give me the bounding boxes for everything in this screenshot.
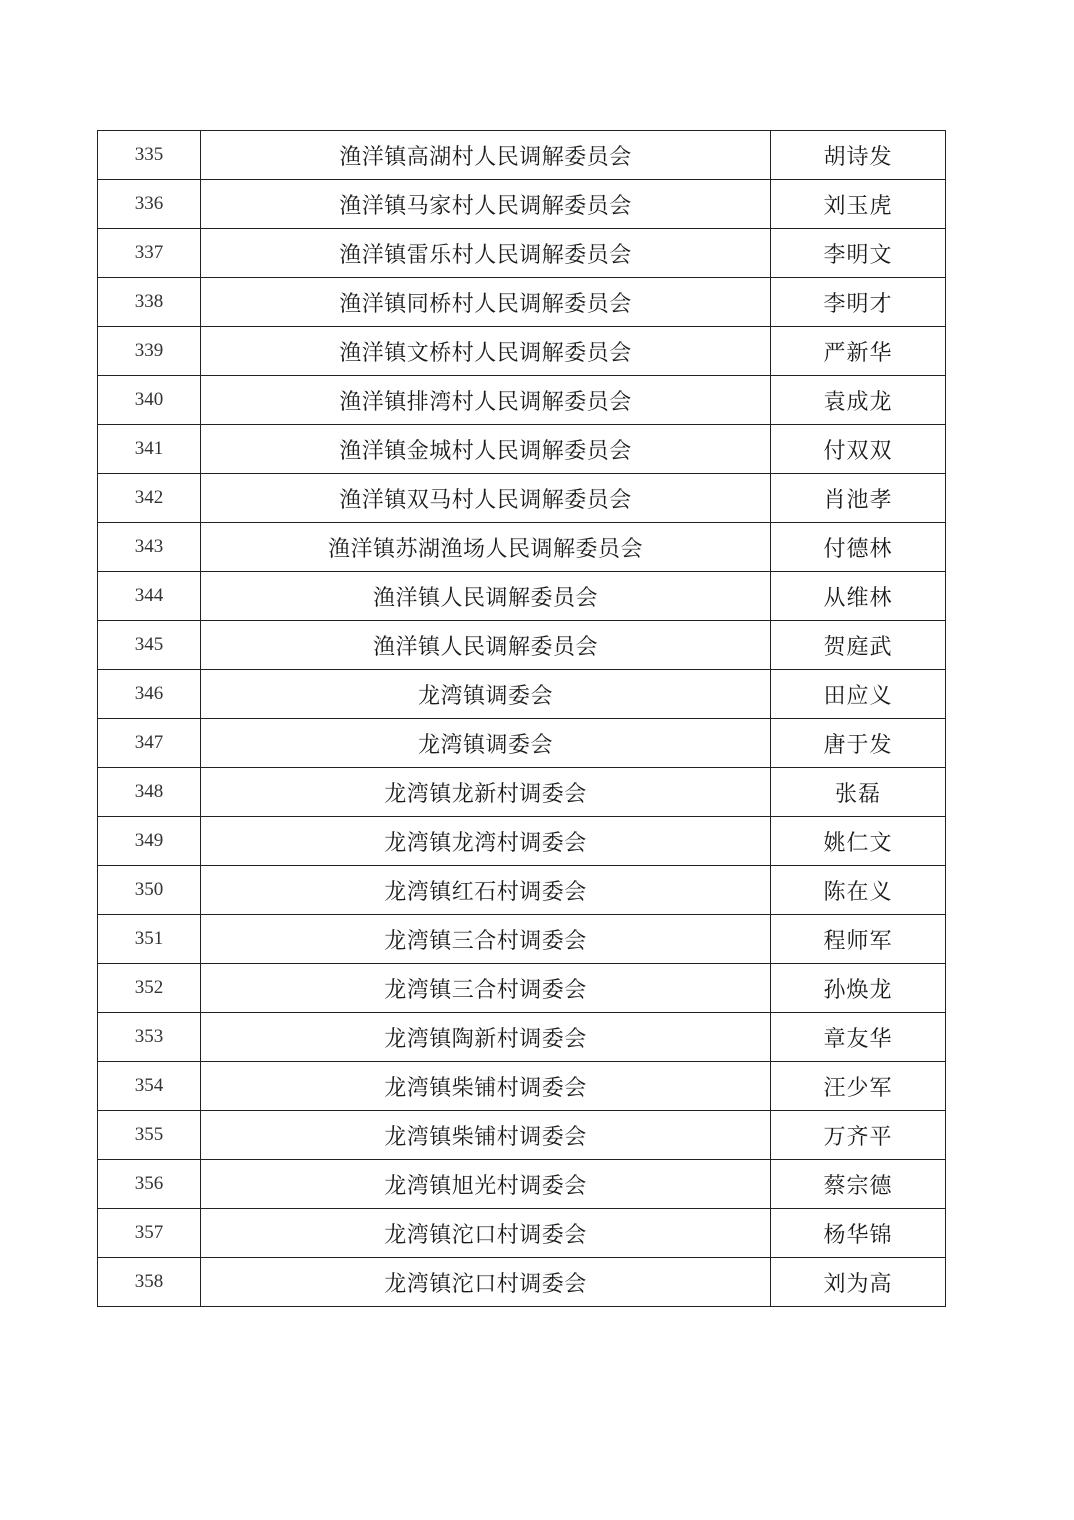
mediator-name: 付德林 bbox=[771, 523, 946, 572]
table-row bbox=[98, 425, 946, 474]
committee-name: 龙湾镇三合村调委会 bbox=[201, 964, 771, 1013]
table-row bbox=[98, 572, 946, 621]
table-row bbox=[98, 229, 946, 278]
row-number: 349 bbox=[98, 817, 201, 866]
committee-name: 渔洋镇人民调解委员会 bbox=[201, 621, 771, 670]
table-row bbox=[98, 964, 946, 1013]
table-row bbox=[98, 474, 946, 523]
row-number: 340 bbox=[98, 376, 201, 425]
committee-name: 渔洋镇文桥村人民调解委员会 bbox=[201, 327, 771, 376]
mediation-committee-table bbox=[97, 130, 946, 1307]
mediator-name: 程师军 bbox=[771, 915, 946, 964]
table-row bbox=[98, 915, 946, 964]
committee-name: 龙湾镇旭光村调委会 bbox=[201, 1160, 771, 1209]
table-row bbox=[98, 523, 946, 572]
row-number: 356 bbox=[98, 1160, 201, 1209]
table-row bbox=[98, 180, 946, 229]
committee-name: 渔洋镇马家村人民调解委员会 bbox=[201, 180, 771, 229]
mediator-name: 陈在义 bbox=[771, 866, 946, 915]
mediator-name: 孙焕龙 bbox=[771, 964, 946, 1013]
table-row bbox=[98, 621, 946, 670]
mediator-name: 张磊 bbox=[771, 768, 946, 817]
mediator-name: 杨华锦 bbox=[771, 1209, 946, 1258]
row-number: 343 bbox=[98, 523, 201, 572]
row-number: 341 bbox=[98, 425, 201, 474]
mediator-name: 汪少军 bbox=[771, 1062, 946, 1111]
mediator-name: 唐于发 bbox=[771, 719, 946, 768]
mediator-name: 刘玉虎 bbox=[771, 180, 946, 229]
table-body bbox=[98, 131, 946, 1307]
mediator-name: 章友华 bbox=[771, 1013, 946, 1062]
committee-name: 龙湾镇调委会 bbox=[201, 670, 771, 719]
mediator-name: 从维林 bbox=[771, 572, 946, 621]
row-number: 355 bbox=[98, 1111, 201, 1160]
committee-name: 龙湾镇沱口村调委会 bbox=[201, 1209, 771, 1258]
mediator-name: 袁成龙 bbox=[771, 376, 946, 425]
table-row bbox=[98, 1209, 946, 1258]
mediator-name: 胡诗发 bbox=[771, 131, 946, 180]
mediator-name: 李明才 bbox=[771, 278, 946, 327]
row-number: 354 bbox=[98, 1062, 201, 1111]
table-row bbox=[98, 670, 946, 719]
committee-name: 龙湾镇三合村调委会 bbox=[201, 915, 771, 964]
row-number: 342 bbox=[98, 474, 201, 523]
mediator-name: 肖池孝 bbox=[771, 474, 946, 523]
row-number: 336 bbox=[98, 180, 201, 229]
row-number: 337 bbox=[98, 229, 201, 278]
table-row bbox=[98, 278, 946, 327]
row-number: 346 bbox=[98, 670, 201, 719]
table-row bbox=[98, 1160, 946, 1209]
table-row bbox=[98, 866, 946, 915]
committee-name: 渔洋镇金城村人民调解委员会 bbox=[201, 425, 771, 474]
table-row bbox=[98, 376, 946, 425]
table-row bbox=[98, 1258, 946, 1307]
row-number: 345 bbox=[98, 621, 201, 670]
table-row bbox=[98, 817, 946, 866]
table-row bbox=[98, 1062, 946, 1111]
committee-name: 龙湾镇陶新村调委会 bbox=[201, 1013, 771, 1062]
row-number: 350 bbox=[98, 866, 201, 915]
mediator-name: 严新华 bbox=[771, 327, 946, 376]
row-number: 352 bbox=[98, 964, 201, 1013]
row-number: 338 bbox=[98, 278, 201, 327]
committee-name: 龙湾镇调委会 bbox=[201, 719, 771, 768]
row-number: 339 bbox=[98, 327, 201, 376]
mediator-name: 李明文 bbox=[771, 229, 946, 278]
row-number: 353 bbox=[98, 1013, 201, 1062]
committee-name: 渔洋镇排湾村人民调解委员会 bbox=[201, 376, 771, 425]
table-row bbox=[98, 1111, 946, 1160]
table-row bbox=[98, 131, 946, 180]
row-number: 335 bbox=[98, 131, 201, 180]
row-number: 344 bbox=[98, 572, 201, 621]
row-number: 347 bbox=[98, 719, 201, 768]
mediator-name: 蔡宗德 bbox=[771, 1160, 946, 1209]
committee-name: 渔洋镇雷乐村人民调解委员会 bbox=[201, 229, 771, 278]
committee-name: 渔洋镇高湖村人民调解委员会 bbox=[201, 131, 771, 180]
row-number: 351 bbox=[98, 915, 201, 964]
committee-name: 渔洋镇人民调解委员会 bbox=[201, 572, 771, 621]
mediator-name: 田应义 bbox=[771, 670, 946, 719]
mediator-name: 万齐平 bbox=[771, 1111, 946, 1160]
committee-name: 渔洋镇苏湖渔场人民调解委员会 bbox=[201, 523, 771, 572]
committee-name: 龙湾镇柴铺村调委会 bbox=[201, 1111, 771, 1160]
mediator-name: 刘为高 bbox=[771, 1258, 946, 1307]
row-number: 357 bbox=[98, 1209, 201, 1258]
mediator-name: 贺庭武 bbox=[771, 621, 946, 670]
mediator-name: 姚仁文 bbox=[771, 817, 946, 866]
table-row bbox=[98, 768, 946, 817]
committee-name: 龙湾镇龙新村调委会 bbox=[201, 768, 771, 817]
committee-name: 龙湾镇沱口村调委会 bbox=[201, 1258, 771, 1307]
committee-name: 龙湾镇红石村调委会 bbox=[201, 866, 771, 915]
row-number: 348 bbox=[98, 768, 201, 817]
table-row bbox=[98, 327, 946, 376]
committee-name: 龙湾镇龙湾村调委会 bbox=[201, 817, 771, 866]
table-row bbox=[98, 719, 946, 768]
committee-name: 龙湾镇柴铺村调委会 bbox=[201, 1062, 771, 1111]
committee-name: 渔洋镇同桥村人民调解委员会 bbox=[201, 278, 771, 327]
mediator-name: 付双双 bbox=[771, 425, 946, 474]
row-number: 358 bbox=[98, 1258, 201, 1307]
committee-name: 渔洋镇双马村人民调解委员会 bbox=[201, 474, 771, 523]
table-row bbox=[98, 1013, 946, 1062]
